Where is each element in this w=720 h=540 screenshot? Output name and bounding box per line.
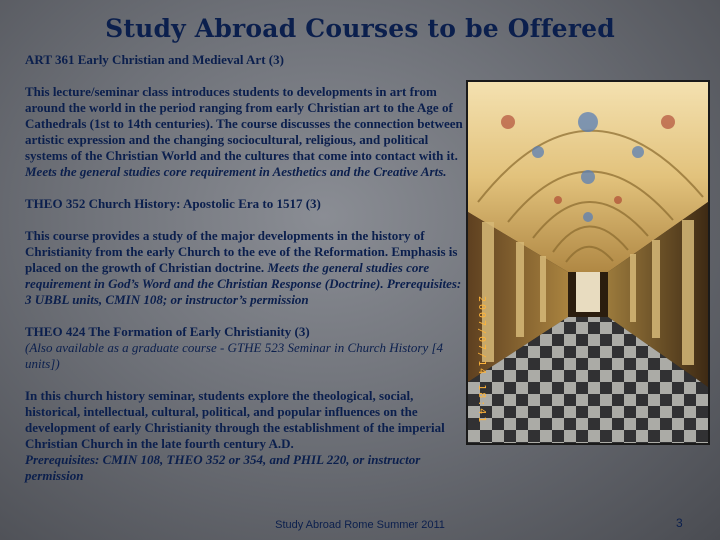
course-heading: ART 361 Early Christian and Medieval Art (3) bbox=[25, 52, 284, 67]
course-desc-text: In this church history seminar, students explore the theological, social, historical, intellectual, cultural, political, and popular influences on the development of early Christianity through the establishment of the imperial Christian Church in the late fourth century A.D. bbox=[25, 388, 445, 451]
course-description bbox=[25, 84, 465, 180]
hall-illustration bbox=[468, 82, 708, 443]
slide-title: Study Abroad Courses to be Offered bbox=[105, 14, 615, 43]
course-description bbox=[25, 388, 465, 452]
course-note: Prerequisites: CMIN 108, THEO 352 or 354, and PHIL 220, or instructor permission bbox=[25, 452, 421, 483]
photo-timestamp: 2007/07/14 18:41 bbox=[476, 296, 487, 425]
course-desc-text: This course provides a study of the major developments in the history of Christianity from the early Church to the eve of the Reformation. Emphasis is placed on the growth of Christian doctrine. bbox=[25, 228, 458, 275]
slide-footer: Study Abroad Rome Summer 2011 bbox=[275, 519, 445, 531]
course-description bbox=[25, 228, 465, 308]
course-heading: THEO 424 The Formation of Early Christianity (3) bbox=[25, 324, 310, 339]
course-heading: THEO 352 Church History: Apostolic Era to 1517 (3) bbox=[25, 196, 321, 211]
course-list bbox=[25, 52, 465, 500]
page-number: 3 bbox=[676, 516, 683, 530]
library-hall-photo bbox=[466, 80, 710, 445]
course-subnote: (Also available as a graduate course - GTHE 523 Seminar in Church History [4 units]) bbox=[25, 340, 444, 371]
course-note: Meets the general studies core requirement in Aesthetics and the Creative Arts. bbox=[25, 164, 447, 179]
course-note: Meets the general studies core requirement in God’s Word and the Christian Response (Doctrine). Prerequisites: 3 UBBL units, CMIN 108; or instructor’s permission bbox=[25, 260, 462, 307]
course-desc-text: This lecture/seminar class introduces students to developments in art from around the world in the period ranging from early Christian art to the Age of Cathedrals (1st to 14th centuries). The course discusses the connection between artistic expression and the changing sociocultural, religious, and political systems of the Christian World and the cultures that come into contact with it. bbox=[25, 84, 463, 163]
